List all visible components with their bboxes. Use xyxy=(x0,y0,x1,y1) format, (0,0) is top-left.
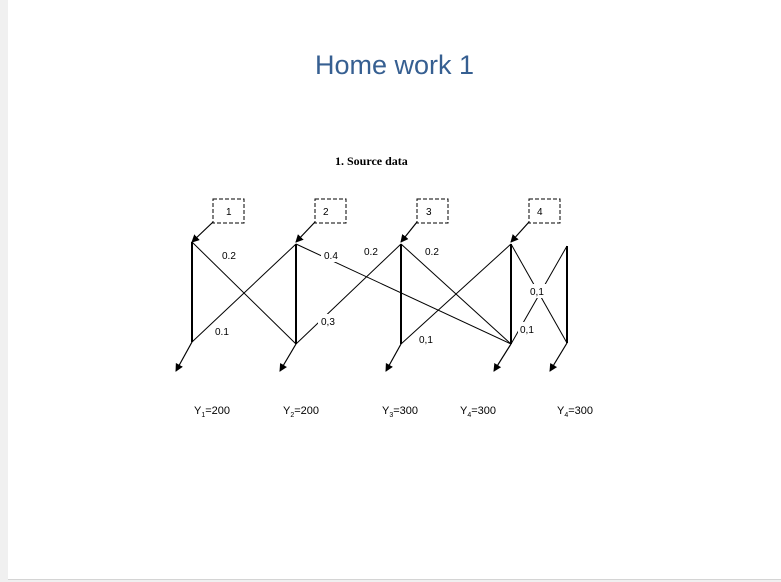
output-value: =300 xyxy=(568,405,594,417)
input-arrow-3 xyxy=(401,222,417,242)
edge-label: 0.2 xyxy=(222,251,236,262)
output-label-2 xyxy=(283,405,319,419)
edge-label: 0,1 xyxy=(520,325,534,336)
node-4 xyxy=(529,199,560,223)
node-4-label: 4 xyxy=(537,207,543,218)
output-label-1 xyxy=(194,405,230,419)
output-value: =300 xyxy=(471,405,497,417)
node-1-label: 1 xyxy=(226,207,232,218)
output-value: =200 xyxy=(205,405,231,417)
output-var: Y xyxy=(283,405,291,417)
edge-label: 0.4 xyxy=(324,251,338,262)
section-heading: 1. Source data xyxy=(335,154,408,168)
input-arrow-1 xyxy=(192,222,213,242)
edge-label: 0.2 xyxy=(364,247,378,258)
node-2-label: 2 xyxy=(323,207,329,218)
input-arrow-4 xyxy=(511,222,529,242)
output-arrow-4 xyxy=(494,344,511,371)
edge-label: 0.2 xyxy=(425,247,439,258)
node-1 xyxy=(213,199,244,223)
node-3-label: 3 xyxy=(426,207,432,218)
output-arrow-3 xyxy=(386,344,401,371)
input-arrow-2 xyxy=(296,222,315,242)
output-label-3 xyxy=(382,405,418,419)
output-arrow-2 xyxy=(280,344,296,371)
output-subscript: 1 xyxy=(201,412,206,420)
output-subscript: 3 xyxy=(389,412,394,420)
output-var: Y xyxy=(460,405,468,417)
edge-3-to-2 xyxy=(296,244,401,344)
output-arrow-5 xyxy=(550,343,567,371)
output-var: Y xyxy=(194,405,202,417)
node-2 xyxy=(315,199,346,223)
output-subscript: 2 xyxy=(290,412,295,420)
output-value: =200 xyxy=(294,405,320,417)
output-subscript: 4 xyxy=(467,412,472,420)
edge-label: 0,3 xyxy=(321,317,335,328)
edge-label: 0,1 xyxy=(530,287,544,298)
output-label-5 xyxy=(557,405,593,419)
page-title: Home work 1 xyxy=(314,50,475,80)
output-subscript: 4 xyxy=(564,412,569,420)
output-arrow-1 xyxy=(176,342,192,371)
output-var: Y xyxy=(382,405,390,417)
edge-2-to-1 xyxy=(192,244,296,342)
edge-label: 0.1 xyxy=(215,327,229,338)
edge-label: 0,1 xyxy=(419,335,433,346)
node-3 xyxy=(417,199,448,223)
output-label-4 xyxy=(460,405,496,419)
output-value: =300 xyxy=(393,405,419,417)
output-var: Y xyxy=(557,405,565,417)
